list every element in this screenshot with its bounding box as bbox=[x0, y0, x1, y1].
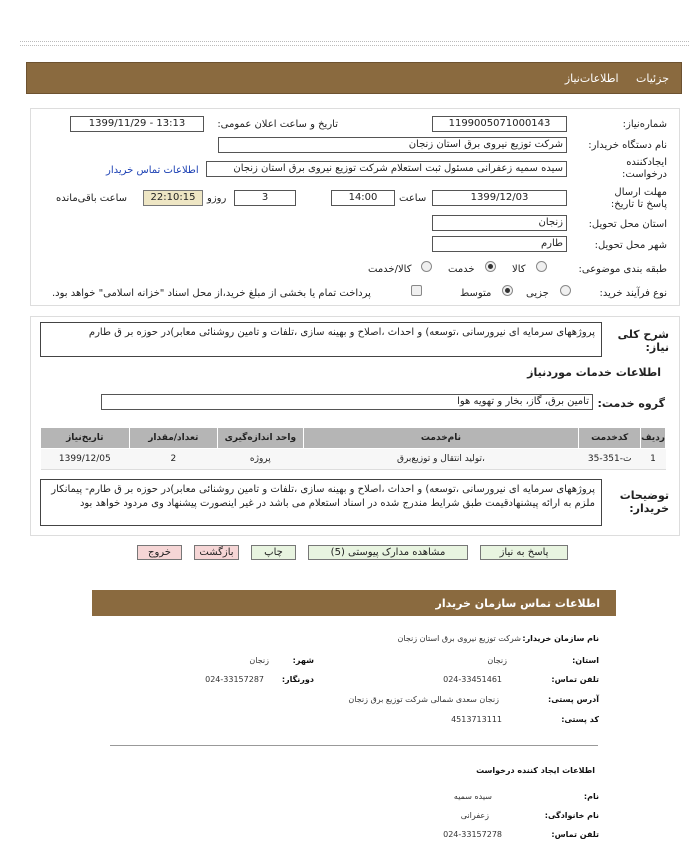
process-medium-label: متوسط bbox=[460, 288, 492, 299]
buyer-contact-link[interactable]: اطلاعات تماس خریدار bbox=[106, 165, 199, 176]
creator-lastname-label: نام خانوادگی: bbox=[544, 811, 599, 820]
service-group-label: گروه خدمت: bbox=[597, 397, 665, 410]
header-banner bbox=[26, 62, 682, 94]
col-need-date: تاریخ‌نیاز bbox=[41, 428, 130, 449]
col-quantity: تعداد/مقدار bbox=[129, 428, 217, 449]
description-label: شرح کلی نیاز: bbox=[617, 328, 669, 354]
deadline-time-field: 14:00 bbox=[331, 190, 395, 206]
nav-details[interactable]: جزئیات bbox=[636, 72, 669, 85]
contact-fax: 024-33157287 bbox=[205, 675, 264, 684]
category-label: طبقه بندی موضوعی: bbox=[578, 264, 667, 275]
creator-field: سیده سمیه زعفرانی مسئول ثبت استعلام شرکت توزیع نیروی برق استان زنجان bbox=[206, 161, 567, 177]
top-divider-2 bbox=[20, 45, 689, 46]
process-minor-label: جزیی bbox=[526, 288, 549, 299]
contact-city: زنجان bbox=[249, 656, 269, 665]
creator-name: سیده سمیه bbox=[453, 792, 492, 801]
col-service-name: نام‌خدمت bbox=[303, 428, 579, 449]
col-unit: واحد اندازه‌گیری bbox=[218, 428, 304, 449]
contact-phone: 024-33451461 bbox=[443, 675, 502, 684]
category-both-label: کالا/خدمت bbox=[368, 264, 412, 275]
process-minor-radio[interactable] bbox=[560, 285, 571, 296]
service-group-field: تامین برق، گاز، بخار و تهویه هوا bbox=[101, 394, 593, 410]
category-goods-radio[interactable] bbox=[536, 261, 547, 272]
province-label: استان محل تحویل: bbox=[588, 219, 667, 230]
process-medium-radio[interactable] bbox=[502, 285, 513, 296]
announce-date-field: 1399/11/29 - 13:13 bbox=[70, 116, 204, 132]
contact-fax-label: دورنگار: bbox=[281, 675, 314, 684]
buyer-field: شرکت توزیع نیروی برق استان زنجان bbox=[218, 137, 567, 153]
contact-phone-label: تلفن تماس: bbox=[551, 675, 599, 684]
city-label: شهر محل تحویل: bbox=[594, 240, 667, 251]
table-row bbox=[41, 449, 666, 470]
contact-title: اطلاعات تماس سازمان خریدار bbox=[435, 597, 600, 610]
category-service-radio[interactable] bbox=[485, 261, 496, 272]
deadline-label: مهلت ارسال پاسخ تا تاریخ: bbox=[610, 187, 667, 210]
announce-label: تاریخ و ساعت اعلان عمومی: bbox=[217, 119, 338, 130]
province-field: زنجان bbox=[432, 215, 567, 231]
contact-address: زنجان سعدی شمالی شرکت توزیع برق زنجان bbox=[348, 695, 499, 704]
treasury-checkbox[interactable] bbox=[411, 285, 422, 296]
city-field: طارم bbox=[432, 236, 567, 252]
attachments-button[interactable]: مشاهده مدارک پیوستی (5) bbox=[308, 545, 468, 560]
creator-name-label: نام: bbox=[583, 792, 599, 801]
category-both-radio[interactable] bbox=[421, 261, 432, 272]
cell-service-name: ،تولید انتقال و توزیع‌برق bbox=[303, 449, 579, 470]
category-goods-label: کالا bbox=[512, 264, 526, 275]
process-label: نوع فرآیند خرید: bbox=[599, 288, 667, 299]
need-number-label: شماره‌نیاز: bbox=[622, 119, 667, 130]
col-service-code: کدخدمت bbox=[579, 428, 641, 449]
cell-need-date: 1399/12/05 bbox=[41, 449, 130, 470]
creator-phone-label: تلفن تماس: bbox=[551, 830, 599, 839]
print-button[interactable]: چاپ bbox=[251, 545, 296, 560]
back-button[interactable]: بازگشت bbox=[194, 545, 239, 560]
cell-row: 1 bbox=[641, 449, 666, 470]
deadline-date-field: 1399/12/03 bbox=[432, 190, 567, 206]
description-text: پروژههای سرمایه ای نیرورسانی ،توسعه) و احداث ،اصلاح و بهینه سازی ،تلفات و تامین روشنائی معابر)در حوزه بر ق طارم bbox=[40, 322, 602, 357]
cell-service-code: ت-351-35 bbox=[579, 449, 641, 470]
creator-info-title: اطلاعات ایجاد کننده درخواست bbox=[476, 766, 595, 775]
category-service-label: خدمت bbox=[448, 264, 475, 275]
buyer-label: نام دستگاه خریدار: bbox=[588, 140, 667, 151]
top-divider bbox=[20, 41, 689, 42]
contact-province: زنجان bbox=[487, 656, 507, 665]
contact-province-label: استان: bbox=[572, 656, 599, 665]
days-field: 3 bbox=[234, 190, 296, 206]
nav-need-info[interactable]: اطلاعات‌نیاز bbox=[564, 72, 619, 85]
deadline-time-label: ساعت bbox=[399, 193, 427, 204]
creator-lastname: زعفرانی bbox=[460, 811, 489, 820]
creator-label: ایجادکننده درخواست: bbox=[622, 157, 667, 180]
col-row: ردیف bbox=[641, 428, 666, 449]
services-table bbox=[40, 427, 666, 470]
buyer-notes-label: توضیحات خریدار: bbox=[619, 489, 669, 515]
need-number-field: 1199005071000143 bbox=[432, 116, 567, 132]
contact-banner bbox=[92, 590, 616, 616]
contact-city-label: شهر: bbox=[292, 656, 314, 665]
buyer-notes-text: پروژههای سرمایه ای نیرورسانی ،توسعه) و احداث ،اصلاح و بهینه سازی ،تلفات و تامین روشنائی معابر)در حوزه بر ق طارم- پیمانکار ملزم به ارائه پیشنهادقیمت طبق شرایط مندرج شده در اسناد استعلام می باشد در غیر اینصورت پیشنهاد وی مردود خواهد بود bbox=[40, 479, 602, 526]
treasury-note: پرداخت تمام یا بخشی از مبلغ خرید،از محل اسناد "خزانه اسلامی" خواهد بود. bbox=[52, 288, 371, 299]
days-label: روزو bbox=[207, 193, 227, 204]
creator-phone: 024-33157278 bbox=[443, 830, 502, 839]
contact-postal: 4513713111 bbox=[451, 715, 502, 724]
reply-button[interactable]: پاسخ به نیاز bbox=[480, 545, 568, 560]
contact-org: شرکت توزیع نیروی برق استان زنجان bbox=[397, 634, 521, 643]
contact-address-label: آدرس پستی: bbox=[548, 695, 599, 704]
contact-postal-label: کد پستی: bbox=[561, 715, 599, 724]
cell-quantity: 2 bbox=[129, 449, 217, 470]
exit-button[interactable]: خروج bbox=[137, 545, 182, 560]
cell-unit: پروژه bbox=[218, 449, 304, 470]
remaining-time-field: 22:10:15 bbox=[143, 190, 203, 206]
remaining-label: ساعت باقی‌مانده bbox=[56, 193, 128, 204]
table-header-row bbox=[41, 428, 666, 449]
contact-divider bbox=[110, 745, 598, 746]
services-title: اطلاعات خدمات موردنیاز bbox=[527, 366, 661, 379]
contact-org-label: نام سازمان خریدار: bbox=[522, 634, 599, 643]
